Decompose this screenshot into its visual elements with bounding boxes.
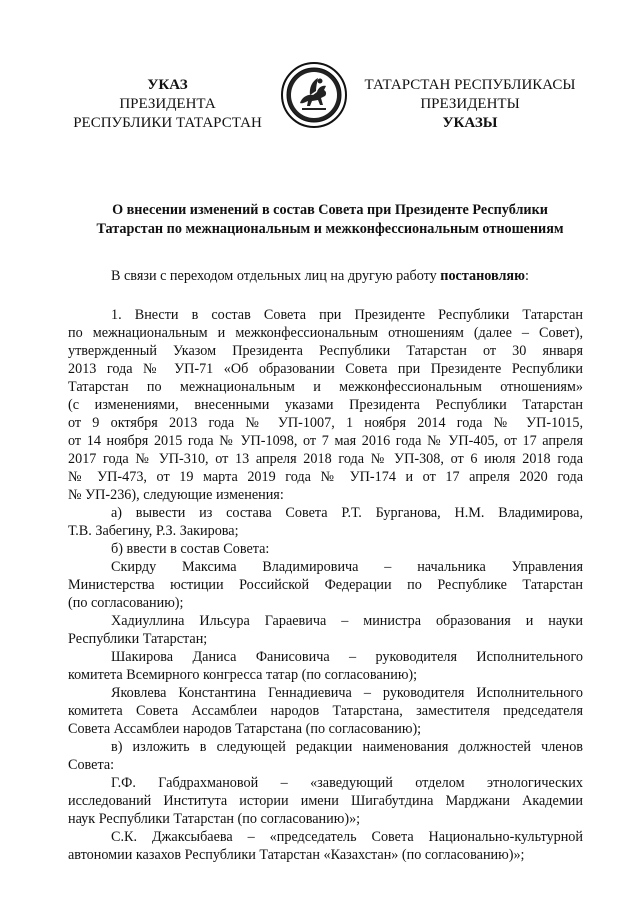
body-line: Татарстан по межнациональным и межконфессиональным отношениям» <box>68 379 583 395</box>
header-right-line-2: ПРЕЗИДЕНТЫ <box>420 96 520 112</box>
header-left-line-2: ПРЕЗИДЕНТА <box>119 96 216 112</box>
preamble-emphasis: постановляю <box>440 268 525 284</box>
header-right-line-1: ТАТАРСТАН РЕСПУБЛИКАСЫ <box>364 77 576 93</box>
body-line: Совета: <box>68 757 115 773</box>
body-line: Совета Ассамблеи народов Татарстана (по согласованию); <box>68 721 422 737</box>
title-line-1: О внесении изменений в состав Совета при Президенте Республики <box>112 202 548 218</box>
body-line: комитета Совета Ассамблеи народов Татарстана, заместителя председателя <box>68 703 583 719</box>
preamble-text: В связи с переходом отдельных лиц на другую работу <box>111 268 441 284</box>
body-line: (по согласованию); <box>68 595 184 611</box>
body-line: Т.В. Забегину, Р.З. Закирова; <box>68 523 239 539</box>
header-left-line-1: УКАЗ <box>147 77 188 93</box>
body-line: б) ввести в состав Совета: <box>111 541 270 557</box>
body-line: утвержденный Указом Президента Республики Татарстан от 30 января <box>68 343 583 359</box>
header-right-tatar <box>355 76 585 133</box>
body-line: комитета Всемирного конгресса татар (по согласованию); <box>68 667 418 683</box>
body-line: Яковлева Константина Геннадиевича – руководителя Исполнительного <box>111 685 583 701</box>
body-line: 1. Внести в состав Совета при Президенте Республики Татарстан <box>111 307 583 323</box>
body-line: Республики Татарстан; <box>68 631 208 647</box>
body-line: а) вывести из состава Совета Р.Т. Бурганова, Н.М. Владимирова, <box>111 505 583 521</box>
body-line: Шакирова Даниса Фанисовича – руководителя Исполнительного <box>111 649 583 665</box>
body-line: 2013 года № УП-71 «Об образовании Совета при Президенте Республики <box>68 361 583 377</box>
coat-of-arms-emblem <box>280 61 348 129</box>
body-line: С.К. Джаксыбаева – «председатель Совета Национально-культурной <box>111 829 583 845</box>
body-line: Скирду Максима Владимировича – начальника Управления <box>111 559 583 575</box>
body-line: автономии казахов Республики Татарстан «Казахстан» (по согласованию)»; <box>68 847 525 863</box>
header-right-line-3: УКАЗЫ <box>442 115 498 131</box>
body-line: по межнациональным и межконфессиональным отношениям (далее – Совет), <box>68 325 583 341</box>
body-line: Министерства юстиции Российской Федерации по Республике Татарстан <box>68 577 583 593</box>
preamble-end: : <box>524 268 529 284</box>
body-line: наук Республики Татарстан (по согласованию)»; <box>68 811 361 827</box>
body-line: (с изменениями, внесенными указами Президента Республики Татарстан <box>68 397 583 413</box>
preamble <box>111 268 583 284</box>
document-title <box>40 201 620 239</box>
body-line: Г.Ф. Габдрахмановой – «заведующий отделом этнологических <box>111 775 583 791</box>
title-line-2: Татарстан по межнациональным и межконфессиональным отношениям <box>96 221 564 237</box>
header-left-line-3: РЕСПУБЛИКИ ТАТАРСТАН <box>73 115 262 131</box>
header-left-russian <box>60 76 275 133</box>
body-line: Хадиуллина Ильсура Гараевича – министра образования и науки <box>111 613 583 629</box>
body-line: в) изложить в следующей редакции наименования должностей членов <box>111 739 583 755</box>
body-line: № УП-236), следующие изменения: <box>68 487 284 503</box>
body-line: № УП-473, от 19 марта 2019 года № УП-174 и от 17 апреля 2020 года <box>68 469 583 485</box>
body-line: исследований Института истории имени Шигабутдина Марджани Академии <box>68 793 583 809</box>
body-line: от 14 ноября 2015 года № УП-1098, от 7 мая 2016 года № УП-405, от 17 апреля <box>68 433 583 449</box>
body-line: 2017 года № УП-310, от 13 апреля 2018 года № УП-308, от 6 июля 2018 года <box>68 451 583 467</box>
body-line: от 9 октября 2013 года № УП-1007, 1 ноября 2014 года № УП-1015, <box>68 415 583 431</box>
